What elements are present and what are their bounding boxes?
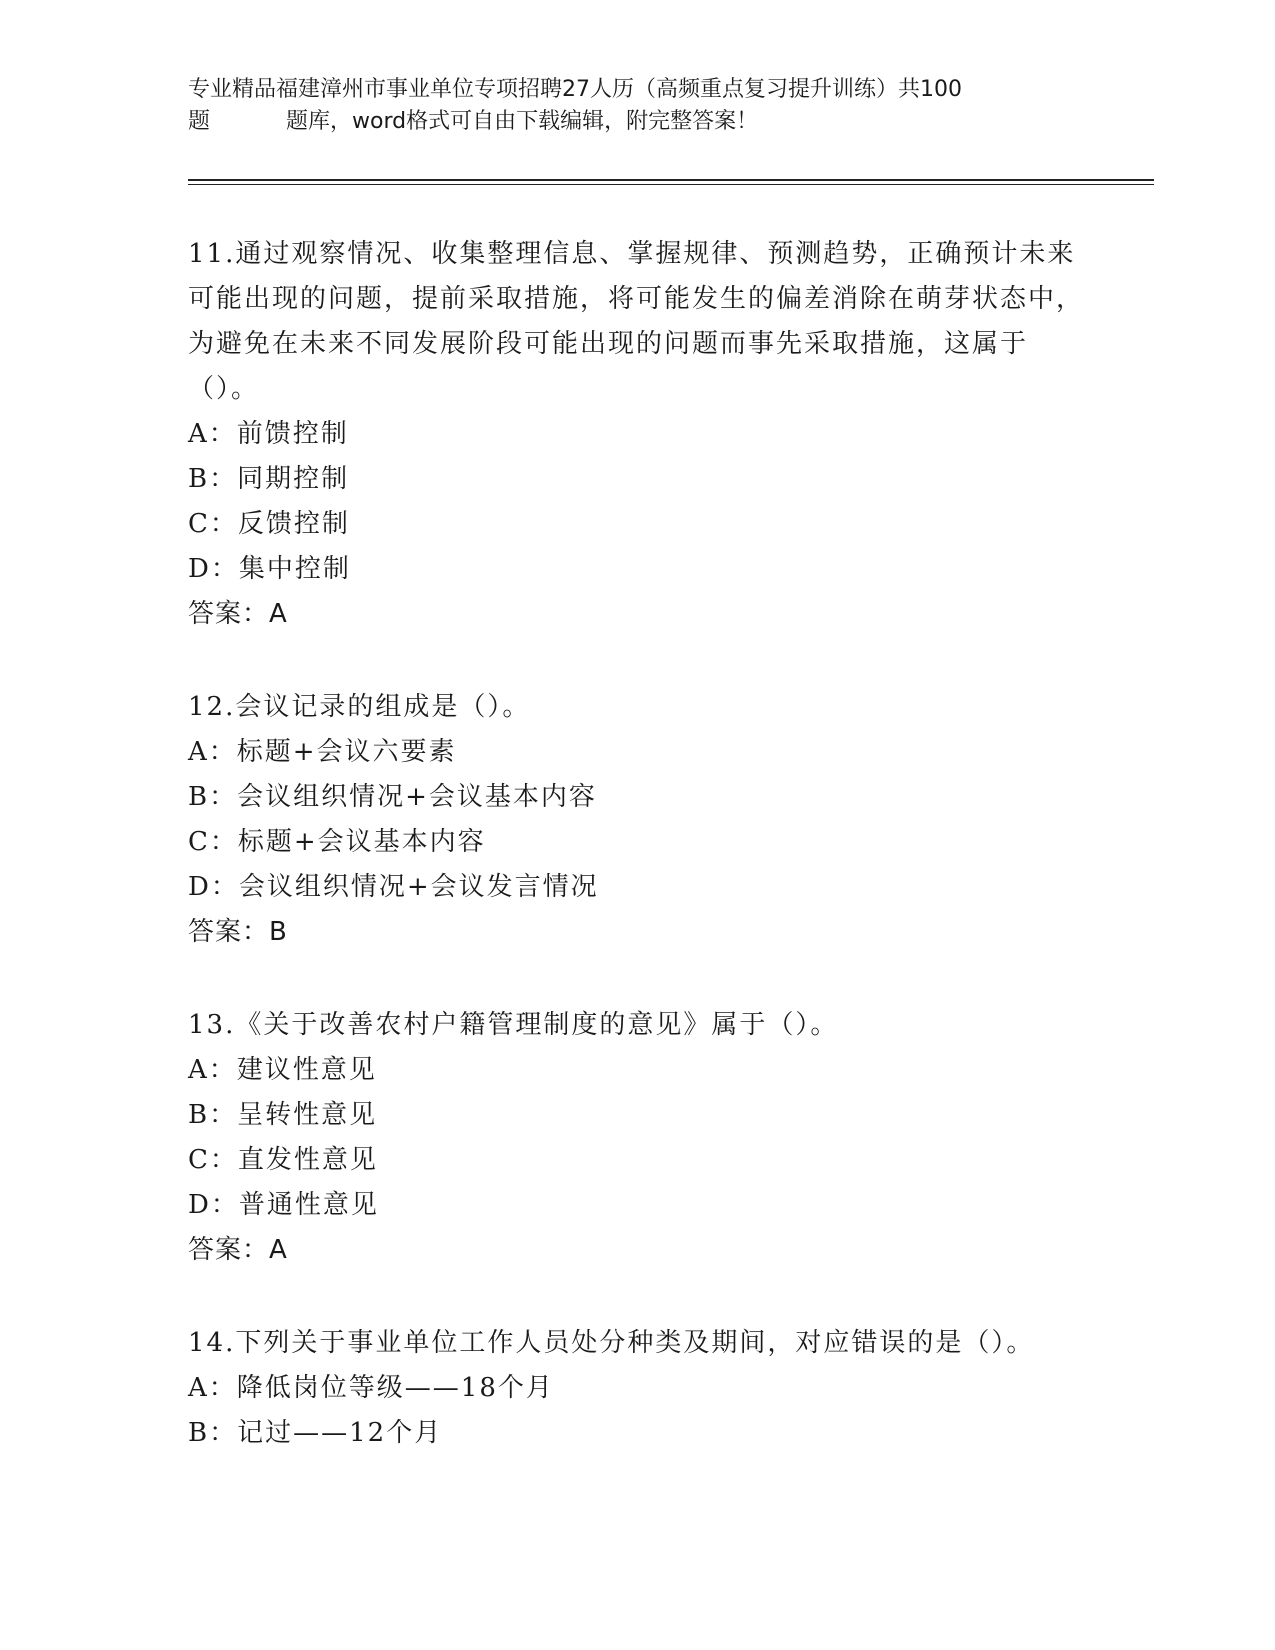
- page-header: [188, 74, 1088, 138]
- option-b: B：同期控制: [188, 464, 350, 494]
- option-b: B：呈转性意见: [188, 1100, 378, 1130]
- option-a: A：建议性意见: [188, 1055, 377, 1085]
- question-list: [188, 232, 1088, 1504]
- option-b: B：会议组织情况+会议基本内容: [188, 782, 597, 812]
- answer-line: 答案：B: [188, 917, 288, 947]
- header-line-1: 专业精品福建漳州市事业单位专项招聘27人历（高频重点复习提升训练）共100: [188, 77, 962, 102]
- option-d: D：普通性意见: [188, 1190, 379, 1220]
- header-rule-thin: [188, 184, 1154, 185]
- question-12: [188, 685, 1088, 955]
- header-rule-thick: [188, 179, 1154, 181]
- option-d: D：会议组织情况+会议发言情况: [188, 872, 599, 902]
- question-11: [188, 232, 1088, 637]
- question-stem: 14.下列关于事业单位工作人员处分种类及期间，对应错误的是（）。: [188, 1328, 1035, 1358]
- question-13: [188, 1003, 1088, 1273]
- option-d: D：集中控制: [188, 554, 351, 584]
- option-a: A：降低岗位等级——18个月: [188, 1373, 554, 1403]
- answer-line: 答案：A: [188, 1235, 288, 1265]
- option-c: C：直发性意见: [188, 1145, 378, 1175]
- option-b: B：记过——12个月: [188, 1418, 443, 1448]
- option-a: A：标题+会议六要素: [188, 737, 457, 767]
- question-14: [188, 1321, 1088, 1456]
- header-line-2-rest: 题库，word格式可自由下载编辑，附完整答案！: [286, 109, 759, 134]
- question-stem: 13.《关于改善农村户籍管理制度的意见》属于（）。: [188, 1010, 839, 1040]
- question-stem: 12.会议记录的组成是（）。: [188, 692, 531, 722]
- header-line-2-start: 题: [188, 109, 211, 134]
- option-c: C：反馈控制: [188, 509, 350, 539]
- header-line-2: [188, 106, 1088, 138]
- answer-line: 答案：A: [188, 599, 288, 629]
- option-c: C：标题+会议基本内容: [188, 827, 486, 857]
- option-a: A：前馈控制: [188, 419, 349, 449]
- question-stem: 11.通过观察情况、收集整理信息、掌握规律、预测趋势，正确预计未来可能出现的问题，提前采取措施，将可能发生的偏差消除在萌芽状态中，为避免在未来不同发展阶段可能出现的问题而事先采取措施，这属于（）。: [188, 239, 1085, 404]
